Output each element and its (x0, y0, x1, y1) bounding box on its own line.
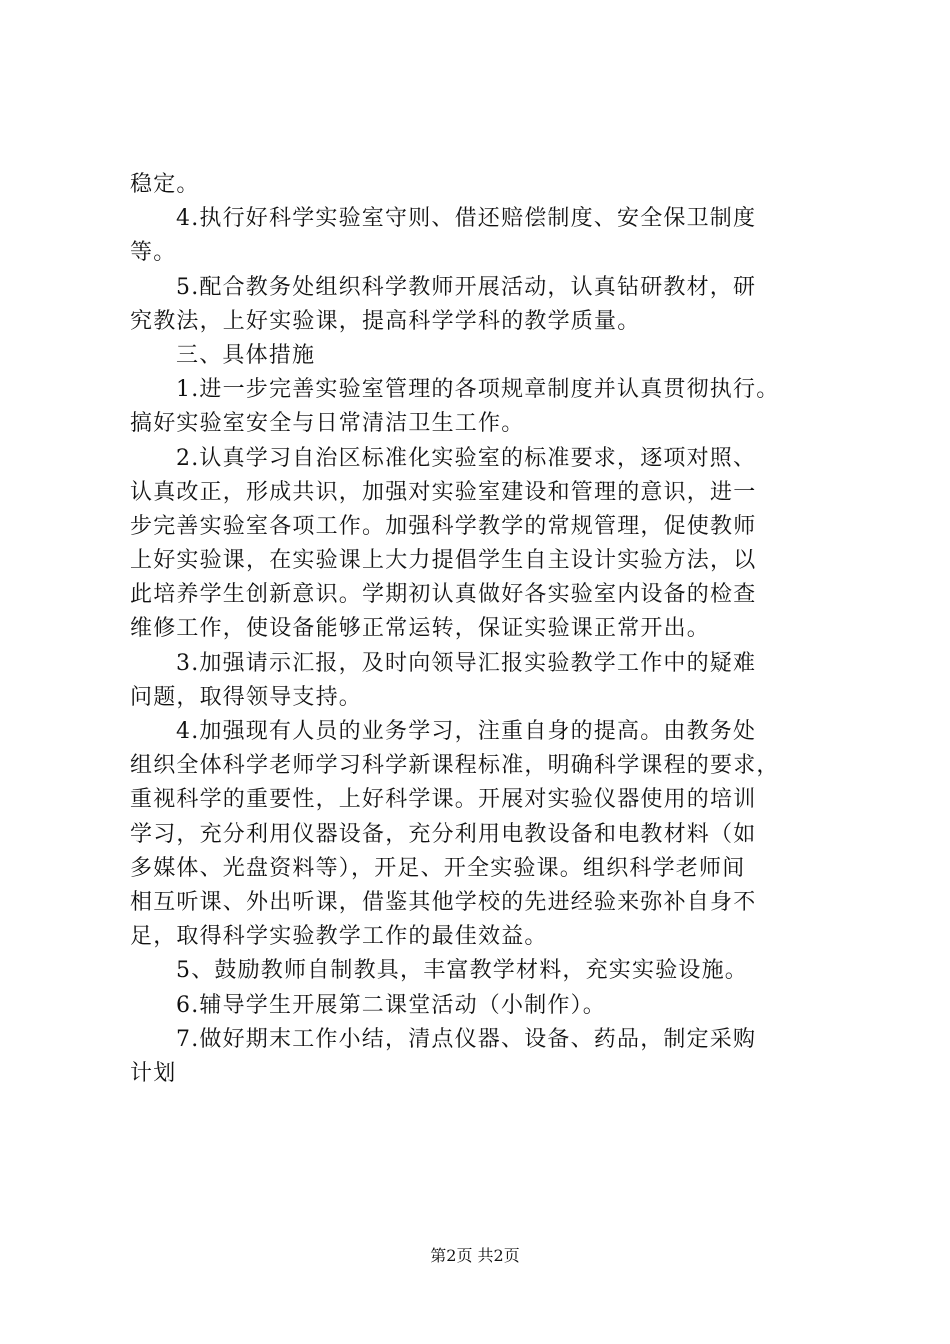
text-line: 3.加强请示汇报，及时向领导汇报实验教学工作中的疑难 (176, 650, 757, 676)
document-body (130, 168, 842, 1091)
text-line: 5、鼓励教师自制教具，丰富教学材料，充实实验设施。 (176, 958, 748, 984)
text-line: 6.辅导学生开展第二课堂活动（小制作）。 (176, 992, 606, 1018)
text-line: 步完善实验室各项工作。加强科学教学的常规管理，促使教师 (130, 513, 757, 539)
text-line: 计划 (130, 1060, 177, 1086)
text-line: 维修工作，使设备能够正常运转，保证实验课正常开出。 (130, 616, 711, 642)
text-line: 问题，取得领导支持。 (130, 684, 363, 710)
text-line: 相互听课、外出听课，借鉴其他学校的先进经验来弥补自身不 (130, 889, 757, 915)
text-line: 搞好实验室安全与日常清洁卫生工作。 (130, 411, 525, 437)
text-line: 4.执行好科学实验室守则、借还赔偿制度、安全保卫制度 (176, 206, 757, 232)
text-line: 等。 (130, 240, 177, 266)
text-line: 认真改正，形成共识，加强对实验室建设和管理的意识，进一 (130, 479, 757, 505)
text-line: 究教法，上好实验课，提高科学学科的教学质量。 (130, 308, 641, 334)
text-line: 5.配合教务处组织科学教师开展活动，认真钻研教材，研 (176, 274, 757, 300)
text-line: 1.进一步完善实验室管理的各项规章制度并认真贯彻执行。 (176, 377, 780, 403)
text-line: 多媒体、光盘资料等），开足、开全实验课。组织科学老师间 (130, 855, 746, 881)
text-line: 上好实验课，在实验课上大力提倡学生自主设计实验方法，以 (130, 548, 757, 574)
text-line: 7.做好期末工作小结，清点仪器、设备、药品，制定采购 (176, 1026, 757, 1052)
text-line: 2.认真学习自治区标准化实验室的标准要求，逐项对照、 (176, 445, 757, 471)
text-line: 重视科学的重要性，上好科学课。开展对实验仪器使用的培训 (130, 787, 757, 813)
page-footer: 第2页 共2页 (430, 1246, 520, 1265)
text-line: 稳定。 (130, 172, 200, 197)
text-line: 足，取得科学实验教学工作的最佳效益。 (130, 924, 548, 950)
text-line: 4.加强现有人员的业务学习，注重自身的提高。由教务处 (176, 719, 757, 744)
text-line: 组织全体科学老师学习科学新课程标准，明确科学课程的要求， (130, 753, 780, 779)
text-line: 学习，充分利用仪器设备，充分利用电教设备和电教材料（如 (130, 821, 757, 847)
text-line: 三、具体措施 (176, 342, 316, 368)
text-line: 此培养学生创新意识。学期初认真做好各实验室内设备的检查 (130, 582, 757, 608)
